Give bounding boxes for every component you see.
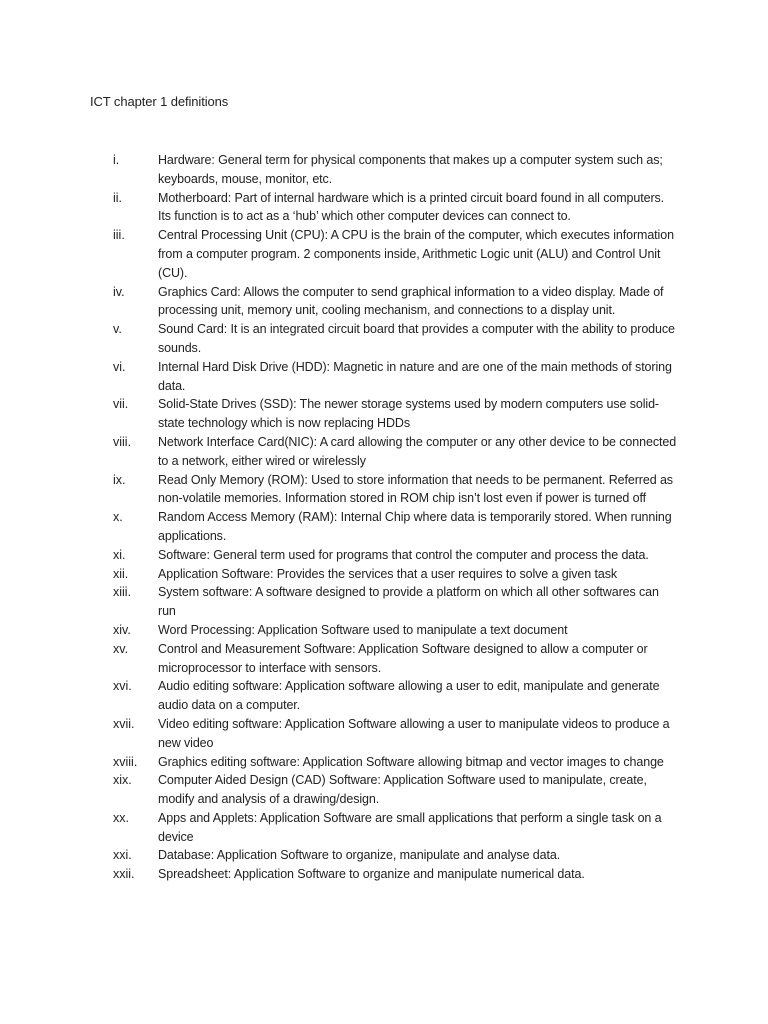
list-numeral: xvi. (113, 679, 132, 694)
list-numeral: xxi. (113, 848, 132, 863)
list-item (0, 283, 768, 321)
list-item (0, 565, 768, 584)
list-numeral: xviii. (113, 754, 138, 769)
definition-text: Word Processing: Application Software used to manipulate a text document (158, 622, 568, 637)
definition-text: Random Access Memory (RAM): Internal Chip where data is temporarily stored. When running applications. (158, 510, 672, 543)
list-item (0, 358, 768, 396)
list-item (0, 226, 768, 282)
definition-text: Graphics Card: Allows the computer to send graphical information to a video display. Made of processing unit, memory unit, cooling mechanism, and connections to a display unit. (158, 284, 664, 318)
list-numeral: i. (113, 153, 120, 167)
list-item (0, 583, 768, 621)
definition-text: Computer Aided Design (CAD) Software: Application Software used to manipulate, create, modify and analysis of a drawing/design. (158, 773, 647, 807)
list-item (0, 621, 768, 640)
list-numeral: xvii. (113, 716, 135, 731)
definition-text: Sound Card: It is an integrated circuit board that provides a computer with the ability to produce sounds. (158, 322, 675, 355)
list-numeral: xiii. (113, 585, 132, 600)
list-numeral: iii. (113, 228, 125, 243)
definition-text: Software: General term used for programs that control the computer and process the data. (158, 547, 649, 562)
list-numeral: viii. (113, 434, 132, 449)
definition-text: Motherboard: Part of internal hardware which is a printed circuit board found in all computers. Its function is to act as a ‘hub’ which other computer devices can connect to. (158, 190, 665, 224)
list-item (0, 546, 768, 565)
list-item (0, 865, 768, 884)
definition-text: Central Processing Unit (CPU): A CPU is the brain of the computer, which executes information from a computer program. 2 components inside, Arithmetic Logic unit (ALU) and Control Unit (CU). (158, 228, 674, 280)
list-item (0, 151, 768, 189)
list-numeral: ix. (113, 472, 126, 487)
definition-text: Graphics editing software: Application Software allowing bitmap and vector images to change (158, 754, 664, 769)
definition-text: Application Software: Provides the services that a user requires to solve a given task (158, 566, 617, 581)
list-item (0, 677, 768, 715)
list-item (0, 508, 768, 546)
definition-text: Spreadsheet: Application Software to organize and manipulate numerical data. (158, 867, 585, 882)
definition-text: Hardware: General term for physical components that makes up a computer system such as; keyboards, mouse, monitor, etc. (158, 153, 663, 186)
definition-text: Audio editing software: Application software allowing a user to edit, manipulate and generate audio data on a computer. (158, 679, 660, 713)
definition-text: Control and Measurement Software: Application Software designed to allow a computer or microprocessor to interface with sensors. (158, 641, 648, 675)
list-item (0, 809, 768, 847)
list-item (0, 715, 768, 753)
list-item (0, 640, 768, 678)
list-item (0, 471, 768, 509)
list-item (0, 753, 768, 772)
list-numeral: xxii. (113, 867, 135, 882)
list-item (0, 771, 768, 809)
list-numeral: xiv. (113, 622, 131, 637)
list-numeral: vii. (113, 397, 129, 412)
list-numeral: xix. (113, 773, 132, 788)
definition-text: Database: Application Software to organize, manipulate and analyse data. (158, 848, 561, 863)
definition-text: Internal Hard Disk Drive (HDD): Magnetic in nature and are one of the main methods of storing data. (158, 359, 672, 393)
list-item (0, 433, 768, 471)
definition-text: Network Interface Card(NIC): A card allowing the computer or any other device to be connected to a network, either wired or wirelessly (158, 434, 677, 468)
definition-text: Apps and Applets: Application Software are small applications that perform a single task on a device (158, 810, 662, 844)
definition-text: Solid-State Drives (SSD): The newer storage systems used by modern computers use solid-state technology which is now replacing HDDs (158, 397, 659, 431)
list-item (0, 189, 768, 227)
definition-text: Video editing software: Application Software allowing a user to manipulate videos to produce a new video (158, 716, 670, 750)
list-numeral: xv. (113, 641, 129, 656)
list-numeral: xx. (113, 810, 129, 825)
list-numeral: ii. (113, 190, 123, 205)
definitions-list (0, 151, 768, 884)
definition-text: Read Only Memory (ROM): Used to store information that needs to be permanent. Referred as non-volatile memories. Information stored in ROM chip isn’t lost even if power is turned off (158, 472, 673, 506)
list-numeral: xii. (113, 566, 129, 581)
document-title: ICT chapter 1 definitions (90, 94, 229, 109)
list-item (0, 320, 768, 358)
list-numeral: v. (113, 322, 122, 337)
definition-text: System software: A software designed to provide a platform on which all other softwares can run (158, 585, 659, 619)
list-numeral: vi. (113, 359, 126, 374)
list-numeral: xi. (113, 547, 126, 562)
list-item (0, 846, 768, 865)
list-numeral: iv. (113, 284, 125, 299)
list-item (0, 395, 768, 433)
list-numeral: x. (113, 510, 123, 525)
